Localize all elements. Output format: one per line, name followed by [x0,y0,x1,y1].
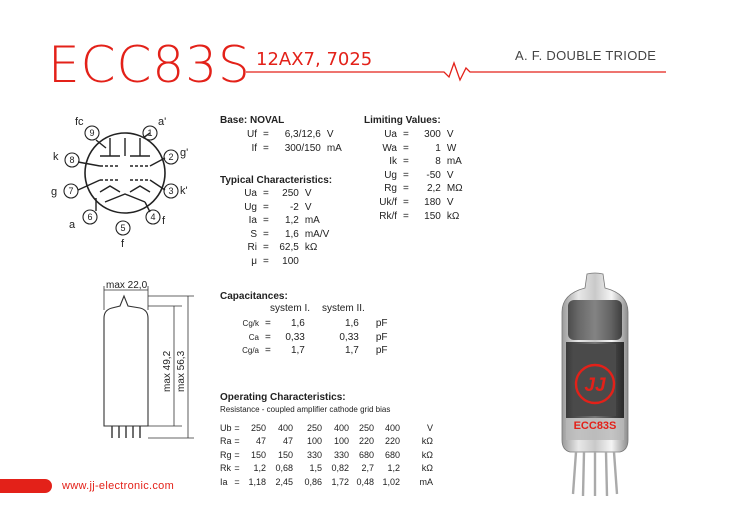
pin-8: 8 [69,155,75,165]
tube-photo [540,272,650,498]
operating-subtitle: Resistance - coupled amplifier cathode grid bias [220,405,391,414]
pin-6: 6 [87,212,93,222]
limiting-title: Limiting Values: [364,115,441,126]
header-rule [246,60,676,82]
website-link[interactable]: www.jj-electronic.com [62,480,175,492]
dimension-drawing [90,280,210,450]
pin-label-k: k [53,151,59,163]
limiting-table: Ua = 300 V Wa = 1 W Ik = 8 mA Ug = -50 V Rg = 2,2 MΩ Uk/f = 180 V Rk/f = 150 kΩ [379,129,463,222]
dim-width: max 22,0 [106,280,148,291]
pin-1: 1 [147,128,153,138]
tube-print: ECC83S [573,420,617,432]
equivalents: 12AX7, 7025 [256,49,373,70]
pin-label-a1: a' [158,116,167,128]
pin-5: 5 [120,223,126,233]
pin-label-fc: fc [75,116,84,128]
pin-label-f1: f [162,215,166,227]
footer-accent-bar [0,479,52,493]
pin-3: 3 [168,186,174,196]
pin-label-g1: g' [180,147,189,159]
pin-label-g: g [51,186,58,198]
pin-label-k1: k' [180,185,188,197]
op-row-ia: Ia = 1,18 2,45 0,86 1,72 0,48 1,02 mA [220,476,433,487]
op-row-rk: Rk = 1,2 0,68 1,5 0,82 2,7 1,2 kΩ [220,463,433,474]
op-row-ub: Ub = 250 400 250 400 250 400 V [220,422,433,433]
typical-title: Typical Characteristics: [220,175,333,186]
dim-body-height: max 49,2 [162,350,173,392]
cap-col-1: system I. [270,303,311,314]
model-title: ECC83S [48,36,251,94]
pin-2: 2 [168,152,174,162]
pin-9: 9 [89,128,95,138]
pin-label-a: a [69,219,76,231]
tube-type: A. F. DOUBLE TRIODE [515,48,657,63]
pin-7: 7 [68,186,74,196]
op-row-rg: Rg = 150 150 330 330 680 680 kΩ [220,449,433,460]
typical-table: Ua = 250 V Ug = -2 V Ia = 1,2 mA S = 1,6 mA/V Ri = 62,5 kΩ μ = 100 [244,188,330,267]
op-row-ra: Ra = 47 47 100 100 220 220 kΩ [220,436,433,447]
capacitances-table: Cg/k = 1,6 1,6 pF Ca = 0,33 0,33 pF Cg/a = 1,7 1,7 pF [242,318,388,357]
capacitances-title: Capacitances: [220,291,288,302]
base-table: Uf = 6,3/12,6 V If = 300/150 mA [247,129,342,154]
pin-diagram [40,108,210,248]
operating-table [220,421,433,489]
pin-4: 4 [150,212,156,222]
dim-total-height: max 56,3 [176,350,187,392]
cap-col-2: system II. [322,303,365,314]
tube-logo: JJ [584,375,606,396]
pin-label-f2: f [121,238,125,248]
operating-title: Operating Characteristics: [220,392,346,403]
base-title: Base: NOVAL [220,115,285,126]
